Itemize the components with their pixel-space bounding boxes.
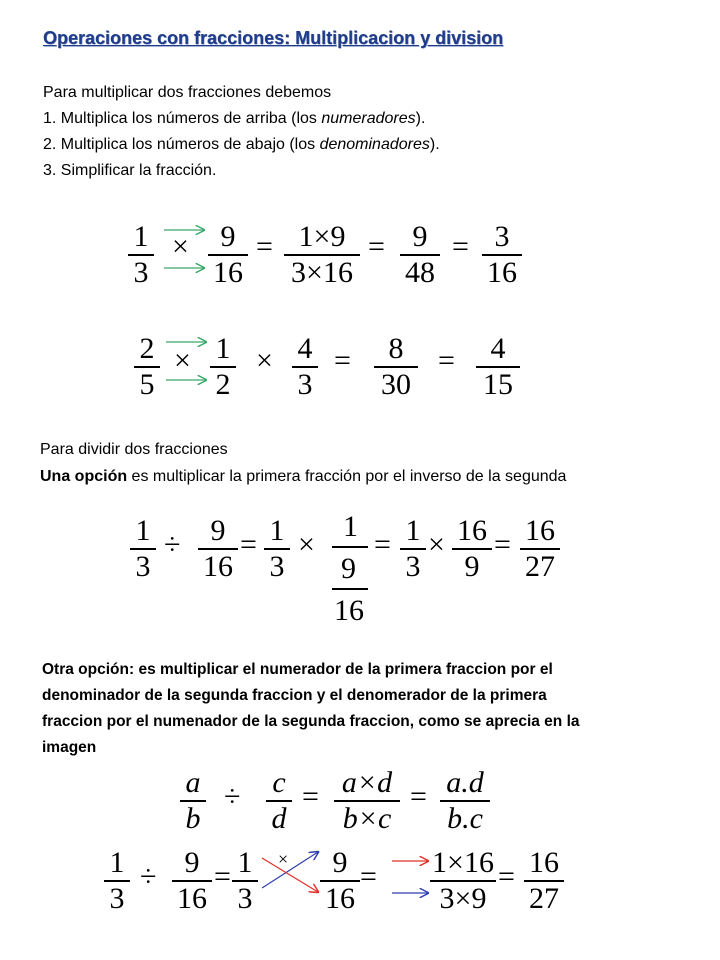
fraction: 9 48: [400, 222, 440, 288]
fraction: a×d b×c: [334, 768, 400, 834]
fraction: 9 16: [172, 848, 212, 914]
fraction: 1×16 3×9: [430, 848, 496, 914]
fraction: 1 3: [130, 516, 156, 582]
fraction: 3 16: [482, 222, 522, 288]
equals-symbol: =: [494, 528, 511, 561]
times-symbol: ×: [174, 344, 191, 377]
equals-symbol: =: [334, 344, 351, 377]
fraction: 9 16: [198, 516, 238, 582]
fraction: 16 27: [520, 516, 560, 582]
complex-inner-numerator: 9: [341, 552, 356, 585]
complex-inner-denominator: 16: [334, 594, 364, 627]
divide-symbol: ÷: [224, 780, 241, 813]
fraction: 2 5: [134, 334, 160, 400]
fraction: 9 16: [320, 848, 360, 914]
equals-symbol: =: [240, 528, 257, 561]
fraction: 1 3: [232, 848, 258, 914]
mult-intro-line: Para multiplicar dos fracciones debemos: [43, 84, 332, 101]
fraction: 1 3: [264, 516, 290, 582]
times-symbol: ×: [298, 528, 315, 561]
fraction: 1×9 3×16: [284, 222, 360, 288]
fraction: 4 3: [292, 334, 318, 400]
equals-symbol: =: [256, 230, 273, 263]
otra-opcion-line: Otra opción: es multiplicar el numerador de la primera fraccion por el: [42, 661, 553, 678]
page-title: Operaciones con fracciones: Multiplicacion y division: [43, 28, 504, 48]
fraction: 1 3: [104, 848, 130, 914]
fraction: a.d b.c: [440, 768, 490, 834]
equals-symbol: =: [410, 780, 427, 813]
mult-step-2: 2. Multiplica los números de abajo (los denominadores).: [43, 136, 440, 153]
times-symbol: ×: [172, 230, 189, 263]
cross-times-symbol: ×: [278, 849, 289, 869]
cross-arrow-up: [262, 849, 318, 888]
times-symbol: ×: [428, 528, 445, 561]
otra-opcion-line: denominador de la segunda fraccion y el denomerador de la primera: [42, 687, 547, 704]
fraction: 9 16: [208, 222, 248, 288]
fraction: 4 15: [476, 334, 520, 400]
fraction: 1 3: [128, 222, 154, 288]
fraction: 1 2: [210, 334, 236, 400]
equals-symbol: =: [498, 860, 515, 893]
otra-opcion-line: imagen: [42, 739, 97, 756]
fraction: c d: [266, 768, 292, 834]
complex-numerator: 1: [343, 510, 358, 543]
divide-symbol: ÷: [164, 528, 181, 561]
fraction: 8 30: [374, 334, 418, 400]
cross-arrow-down: [262, 858, 318, 892]
otra-opcion-line: fraccion por el numenador de la segunda fraccion, como se aprecia en la: [42, 713, 580, 730]
mult-step-3: 3. Simplificar la fracción.: [43, 162, 217, 179]
equals-symbol: =: [374, 528, 391, 561]
times-symbol: ×: [256, 344, 273, 377]
div-intro-line: Para dividir dos fracciones: [40, 441, 228, 458]
fraction: 16 27: [524, 848, 564, 914]
equals-symbol: =: [452, 230, 469, 263]
fraction: 16 9: [452, 516, 492, 582]
fraction: a b: [180, 768, 206, 834]
fraction: 1 3: [400, 516, 426, 582]
divide-symbol: ÷: [140, 860, 157, 893]
equals-symbol: =: [214, 860, 231, 893]
equals-symbol: =: [368, 230, 385, 263]
equals-symbol: =: [438, 344, 455, 377]
mult-step-1: 1. Multiplica los números de arriba (los numeradores).: [43, 110, 426, 127]
equals-symbol: =: [360, 860, 377, 893]
equals-symbol: =: [302, 780, 319, 813]
div-intro-option: Una opción es multiplicar la primera fracción por el inverso de la segunda: [40, 468, 567, 485]
